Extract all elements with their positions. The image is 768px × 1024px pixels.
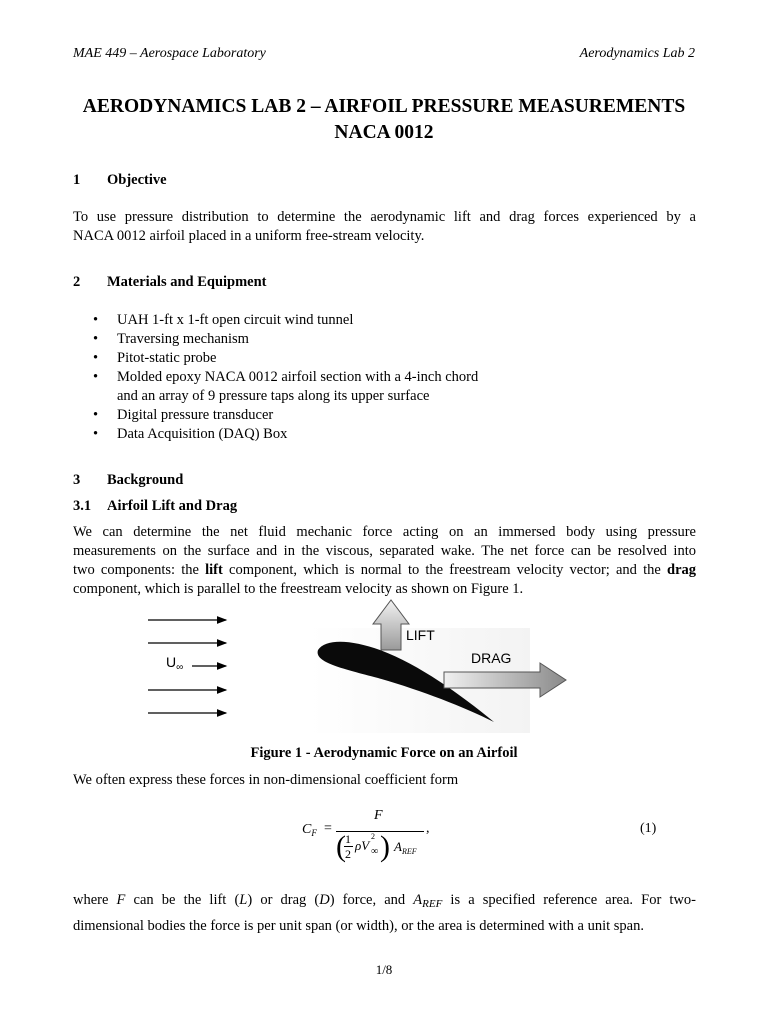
page-number: 1/8 xyxy=(375,962,393,977)
background-paragraph: We can determine the net fluid mechanic force acting on an immersed body using pressure measurements on the surface and in the viscous, separated wake. The net force can be resolved into two components: the lift component, which is normal to the freestream velocity vector; and the drag component, which is parallel to the freestream velocity as shown on Figure 1. xyxy=(73,524,696,597)
header-course: MAE 449 – Aerospace Laboratory xyxy=(73,46,266,61)
where-paragraph: where F can be the lift (L) or drag (D) force, and $A_{REF}$ is a specified reference area. For two- dimensional bodies the force is per unit span (or width), or the area is determined with a unit span. xyxy=(73,892,697,934)
title-line-1: AERODYNAMICS LAB 2 – AIRFOIL PRESSURE MEASUREMENTS xyxy=(82,96,686,117)
lift-label: LIFT xyxy=(406,627,435,643)
list-item: • Digital pressure transducer xyxy=(93,406,478,425)
section-3-heading: 3 Background xyxy=(73,472,184,488)
materials-list xyxy=(93,311,478,444)
header-lab: Aerodynamics Lab 2 xyxy=(579,46,695,61)
list-item: • UAH 1-ft x 1-ft open circuit wind tunnel xyxy=(93,311,478,330)
coefficient-intro: We often express these forces in non-dimensional coefficient form xyxy=(73,772,459,788)
airfoil-figure xyxy=(140,598,580,733)
section-1-heading: 1 Objective xyxy=(73,172,167,188)
drag-label: DRAG xyxy=(471,650,512,666)
list-item: • Molded epoxy NACA 0012 airfoil section with a 4-inch chord xyxy=(93,368,478,387)
title-line-2: NACA 0012 xyxy=(334,122,434,143)
list-item: • Pitot-static probe xyxy=(93,349,478,368)
equation-1: $C_F$ = F ( 1 2 ρV 2 ∞ ) $A_{REF}$ , xyxy=(302,808,430,863)
document-title xyxy=(0,94,768,146)
equation-number: (1) xyxy=(640,821,657,836)
section-2-heading: 2 Materials and Equipment xyxy=(73,274,267,290)
section-3-1-heading: 3.1 Airfoil Lift and Drag xyxy=(73,498,238,514)
freestream-velocity-label: $U_\infty$ xyxy=(166,654,184,673)
list-item-continuation: and an array of 9 pressure taps along its upper surface xyxy=(117,388,430,404)
figure-caption: Figure 1 - Aerodynamic Force on an Airfoil xyxy=(250,745,518,761)
list-item: • Traversing mechanism xyxy=(93,330,478,349)
list-item: • Data Acquisition (DAQ) Box xyxy=(93,425,478,444)
objective-paragraph: To use pressure distribution to determine the aerodynamic lift and drag forces experienced by a NACA 0012 airfoil placed in a uniform free-stream velocity. xyxy=(73,209,696,244)
